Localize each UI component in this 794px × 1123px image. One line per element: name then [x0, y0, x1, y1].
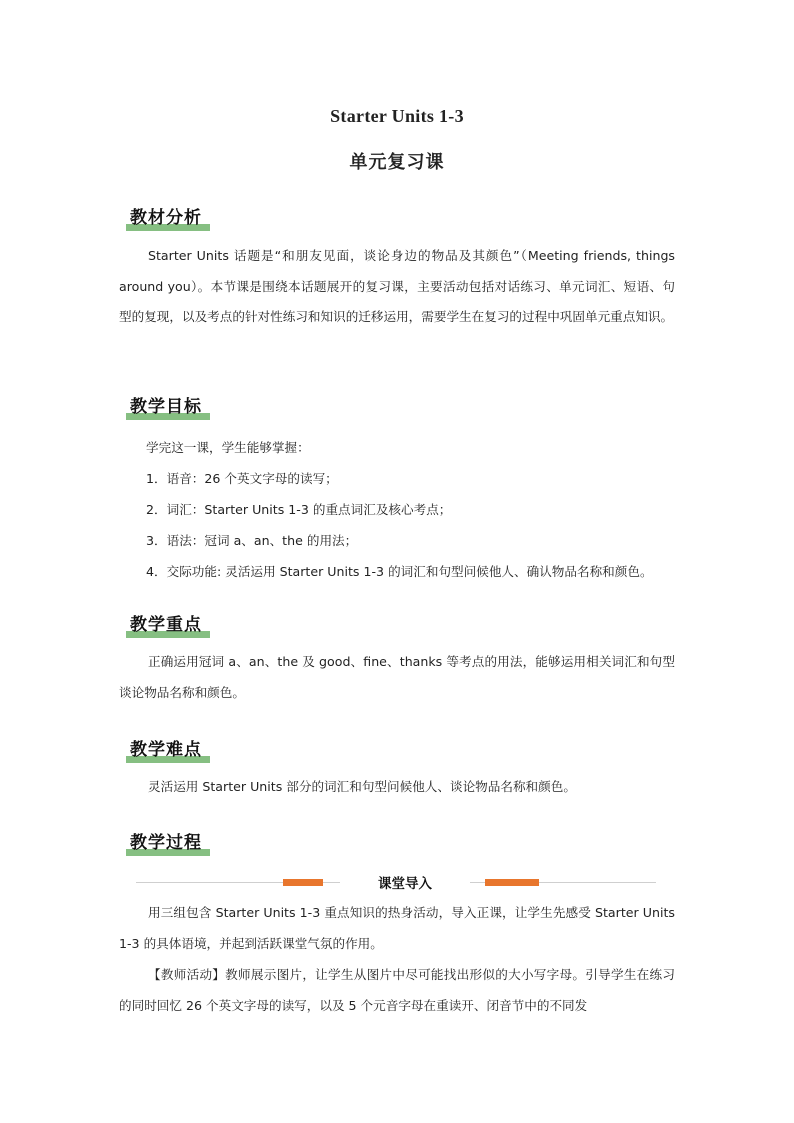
key-points-paragraph: 正确运用冠词 a、an、the 及 good、fine、thanks 等考点的用法，能够运用相关词汇和句型谈论物品名称和颜色。 — [119, 654, 675, 700]
sub-heading-intro: 课堂导入 — [340, 872, 470, 892]
goals-intro: 学完这一课，学生能够掌握： — [146, 440, 310, 455]
goal-item: 3．语法：冠词 a、an、the 的用法； — [146, 533, 358, 548]
difficulties-paragraph: 灵活运用 Starter Units 部分的词汇和句型问候他人、谈论物品名称和颜色。 — [148, 779, 576, 794]
heading-process: 教学过程 — [130, 828, 202, 853]
heading-difficulties: 教学难点 — [130, 735, 202, 760]
document-title-cn: 单元复习课 — [349, 152, 445, 173]
goal-item: 4．交际功能: 灵活运用 Starter Units 1-3 的词汇和句型问候他人、确认物品名称和颜色。 — [146, 564, 653, 579]
goal-item: 2．词汇：Starter Units 1-3 的重点词汇及核心考点； — [146, 502, 452, 517]
analysis-paragraph: Starter Units 话题是“和朋友见面，谈论身边的物品及其颜色”（Meeting friends, things around you）。本节课是围绕本话题展开的复习课，主要活动包括对话练习、单元词汇、短语、句型的复现，以及考点的针对性练习和知识的迁移运用，需要学生在复习的过程中巩固单元重点知识。 — [119, 248, 675, 324]
process-paragraph-2: 【教师活动】教师展示图片，让学生从图片中尽可能找出形似的大小写字母。引导学生在练习的同时回忆 26 个英文字母的读写，以及 5 个元音字母在重读开、闭音节中的不同发 — [119, 967, 675, 1013]
divider-accent-left — [283, 879, 323, 886]
heading-key-points: 教学重点 — [130, 610, 202, 635]
heading-goals: 教学目标 — [130, 392, 202, 417]
document-title-en: Starter Units 1-3 — [330, 106, 464, 126]
process-paragraph-1: 用三组包含 Starter Units 1-3 重点知识的热身活动，导入正课，让学生先感受 Starter Units 1-3 的具体语境，并起到活跃课堂气氛的作用。 — [119, 905, 675, 951]
goal-item: 1．语音：26 个英文字母的读写； — [146, 471, 338, 486]
divider-accent-right — [485, 879, 539, 886]
heading-analysis: 教材分析 — [130, 203, 202, 228]
